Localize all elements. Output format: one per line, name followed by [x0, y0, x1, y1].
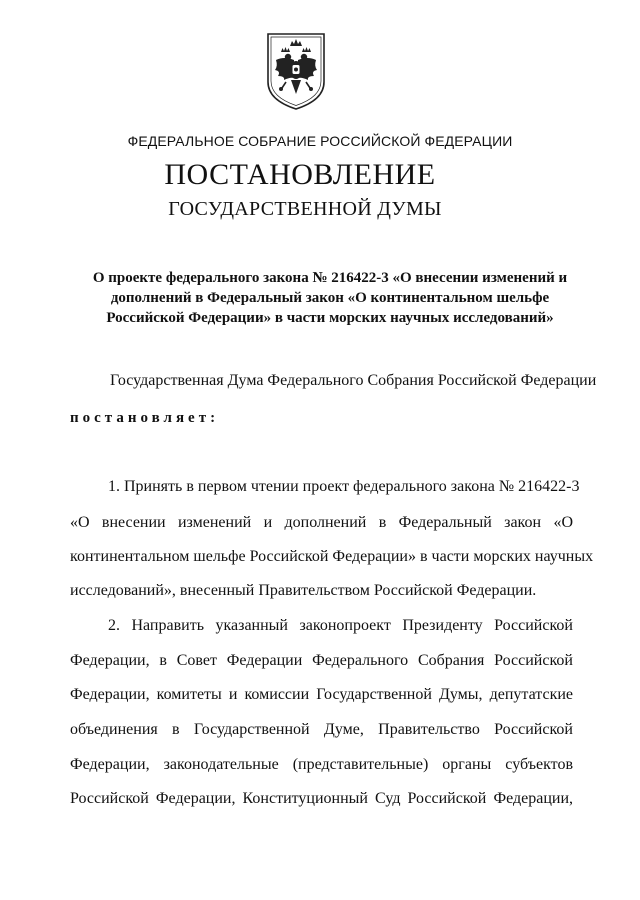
coat-of-arms-icon — [264, 30, 328, 112]
item1-line: континентальном шельфе Российской Федерации» в части морских научных — [70, 548, 594, 565]
intro-paragraph: Государственная Дума Федерального Собрания Российской Федерации — [110, 372, 597, 389]
item2-line: Федерации, законодательные (представительные) органы субъектов — [70, 756, 573, 773]
item1-line: 1. Принять в первом чтении проект федерального закона № 216422-3 — [108, 478, 580, 495]
item1-line: исследований», внесенный Правительством Российской Федерации. — [70, 582, 537, 599]
item1-line: «О внесении изменений и дополнений в Федеральный закон «О — [70, 514, 573, 531]
resolves-heading: постановляет: — [70, 410, 220, 426]
document-issuer: ГОСУДАРСТВЕННОЙ ДУМЫ — [168, 198, 442, 220]
item2-line: 2. Направить указанный законопроект Президенту Российской — [108, 617, 573, 634]
subject-line: О проекте федерального закона № 216422-3 «О внесении изменений и — [92, 270, 568, 286]
subject-line: дополнений в Федеральный закон «О континентальном шельфе — [110, 290, 550, 306]
assembly-title: ФЕДЕРАЛЬНОЕ СОБРАНИЕ РОССИЙСКОЙ ФЕДЕРАЦИИ — [127, 133, 513, 149]
item2-line: Российской Федерации, Конституционный Суд Российской Федерации, — [70, 790, 573, 807]
document-type: ПОСТАНОВЛЕНИЕ — [164, 158, 436, 191]
document-subject — [60, 268, 600, 328]
subject-line: Российской Федерации» в части морских научных исследований» — [106, 310, 554, 326]
item2-line: Федерации, в Совет Федерации Федерального Собрания Российской — [70, 652, 573, 669]
item2-line: объединения в Государственной Думе, Правительство Российской — [70, 721, 573, 738]
item2-line: Федерации, комитеты и комиссии Государственной Думы, депутатские — [70, 686, 573, 703]
